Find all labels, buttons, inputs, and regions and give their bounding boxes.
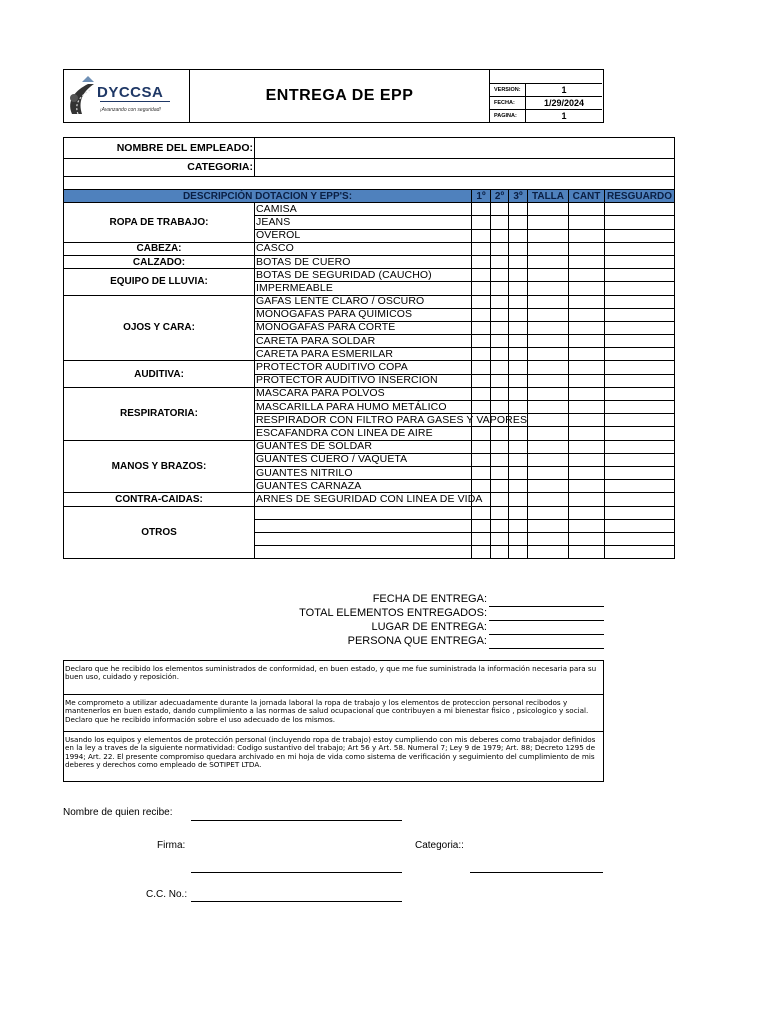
third-check[interactable] bbox=[509, 453, 528, 466]
storage-cell[interactable] bbox=[605, 348, 675, 361]
size-cell[interactable] bbox=[528, 519, 569, 532]
category-cell: CONTRA-CAIDAS: bbox=[64, 493, 255, 506]
total-items-field[interactable] bbox=[489, 620, 604, 621]
quantity-cell[interactable] bbox=[569, 453, 605, 466]
quantity-cell[interactable] bbox=[569, 493, 605, 506]
page-title: ENTREGA DE EPP bbox=[265, 87, 414, 104]
item-description bbox=[255, 506, 472, 519]
table-row bbox=[64, 506, 675, 519]
id-number-field[interactable] bbox=[191, 901, 402, 902]
storage-cell[interactable] bbox=[605, 414, 675, 427]
item-description: CASCO bbox=[255, 242, 472, 255]
storage-cell[interactable] bbox=[605, 295, 675, 308]
first-check[interactable] bbox=[472, 335, 491, 348]
storage-cell[interactable] bbox=[605, 493, 675, 506]
item-description: PROTECTOR AUDITIVO INSERCION bbox=[255, 374, 472, 387]
size-cell[interactable] bbox=[528, 480, 569, 493]
second-check[interactable] bbox=[491, 387, 509, 400]
second-check[interactable] bbox=[491, 203, 509, 216]
size-cell[interactable] bbox=[528, 308, 569, 321]
storage-cell[interactable] bbox=[605, 532, 675, 545]
storage-cell[interactable] bbox=[605, 374, 675, 387]
first-check[interactable] bbox=[472, 348, 491, 361]
meta-date-value: 1/29/2024 bbox=[543, 98, 585, 108]
item-description: JEANS bbox=[255, 216, 472, 229]
storage-cell[interactable] bbox=[605, 480, 675, 493]
col-header-size: TALLA bbox=[528, 190, 569, 203]
second-check[interactable] bbox=[491, 466, 509, 479]
storage-cell[interactable] bbox=[605, 308, 675, 321]
second-check[interactable] bbox=[491, 427, 509, 440]
first-check[interactable] bbox=[472, 282, 491, 295]
second-check[interactable] bbox=[491, 255, 509, 268]
quantity-cell[interactable] bbox=[569, 546, 605, 559]
storage-cell[interactable] bbox=[605, 453, 675, 466]
table-row bbox=[64, 387, 675, 400]
storage-cell[interactable] bbox=[605, 427, 675, 440]
size-cell[interactable] bbox=[528, 427, 569, 440]
item-description: MONOGAFAS PARA QUIMICOS bbox=[255, 308, 472, 321]
category-cell: CABEZA: bbox=[64, 242, 255, 255]
third-check[interactable] bbox=[509, 519, 528, 532]
third-check[interactable] bbox=[509, 387, 528, 400]
storage-cell[interactable] bbox=[605, 361, 675, 374]
size-cell[interactable] bbox=[528, 321, 569, 334]
item-description: RESPIRADOR CON FILTRO PARA GASES Y VAPORES bbox=[256, 413, 528, 426]
delivering-person-field[interactable] bbox=[489, 648, 604, 649]
table-row bbox=[64, 440, 675, 453]
meta-page-label: PAGINA: bbox=[490, 110, 526, 122]
quantity-cell[interactable] bbox=[569, 335, 605, 348]
receiver-name-label: Nombre de quien recibe: bbox=[63, 807, 173, 818]
id-number-label: C.C. No.: bbox=[146, 889, 188, 900]
storage-cell[interactable] bbox=[605, 321, 675, 334]
item-description: ARNES DE SEGURIDAD CON LINEA DE VIDA bbox=[256, 492, 483, 505]
first-check[interactable] bbox=[472, 269, 491, 282]
meta-page-value: 1 bbox=[561, 111, 567, 121]
quantity-cell[interactable] bbox=[569, 506, 605, 519]
col-header-description: DESCRIPCIÓN DOTACION Y EPP'S: bbox=[64, 190, 472, 203]
third-check[interactable] bbox=[509, 308, 528, 321]
quantity-cell[interactable] bbox=[569, 440, 605, 453]
size-cell[interactable] bbox=[528, 242, 569, 255]
delivering-person-label: PERSONA QUE ENTREGA: bbox=[347, 635, 487, 647]
quantity-cell[interactable] bbox=[569, 361, 605, 374]
item-description: CAMISA bbox=[255, 203, 472, 216]
second-check[interactable] bbox=[491, 453, 509, 466]
size-cell[interactable] bbox=[528, 269, 569, 282]
first-check[interactable] bbox=[472, 216, 491, 229]
storage-cell[interactable] bbox=[605, 255, 675, 268]
quantity-cell[interactable] bbox=[569, 203, 605, 216]
category-cell: ROPA DE TRABAJO: bbox=[64, 203, 255, 243]
first-check[interactable] bbox=[472, 453, 491, 466]
employee-name-label: NOMBRE DEL EMPLEADO: bbox=[64, 138, 255, 159]
second-check[interactable] bbox=[491, 242, 509, 255]
col-header-second: 2º bbox=[491, 190, 509, 203]
receiver-category-label: Categoria:: bbox=[415, 840, 464, 851]
logo-text: DYCCSA bbox=[97, 84, 164, 101]
first-check[interactable] bbox=[472, 546, 491, 559]
storage-cell[interactable] bbox=[605, 269, 675, 282]
category-cell: CALZADO: bbox=[64, 255, 255, 268]
quantity-cell[interactable] bbox=[569, 374, 605, 387]
meta-version-label: VERSION: bbox=[490, 84, 526, 96]
quantity-cell[interactable] bbox=[569, 242, 605, 255]
category-cell: RESPIRATORIA: bbox=[64, 387, 255, 440]
second-check[interactable] bbox=[491, 440, 509, 453]
first-check[interactable] bbox=[472, 229, 491, 242]
declarations-box bbox=[63, 660, 604, 782]
item-description: BOTAS DE CUERO bbox=[255, 255, 472, 268]
storage-cell[interactable] bbox=[605, 466, 675, 479]
category-cell: EQUIPO DE LLUVIA: bbox=[64, 269, 255, 295]
quantity-cell[interactable] bbox=[569, 387, 605, 400]
item-description: ESCAFANDRA CON LINEA DE AIRE bbox=[255, 427, 472, 440]
receiver-category-field[interactable] bbox=[470, 872, 603, 873]
table-row bbox=[64, 255, 675, 268]
quantity-cell[interactable] bbox=[569, 519, 605, 532]
first-check[interactable] bbox=[472, 308, 491, 321]
size-cell[interactable] bbox=[528, 295, 569, 308]
size-cell[interactable] bbox=[528, 414, 569, 427]
third-check[interactable] bbox=[509, 374, 528, 387]
table-row bbox=[64, 203, 675, 216]
meta-version-row bbox=[490, 83, 602, 96]
employee-name-row bbox=[64, 138, 675, 159]
second-check[interactable] bbox=[491, 374, 509, 387]
delivery-place-field[interactable] bbox=[489, 634, 604, 635]
quantity-cell[interactable] bbox=[569, 308, 605, 321]
epp-table bbox=[63, 137, 675, 559]
second-check[interactable] bbox=[491, 335, 509, 348]
storage-cell[interactable] bbox=[605, 282, 675, 295]
first-check[interactable] bbox=[472, 532, 491, 545]
first-check[interactable] bbox=[472, 374, 491, 387]
employee-category-label: CATEGORIA: bbox=[64, 159, 255, 177]
storage-cell[interactable] bbox=[605, 229, 675, 242]
quantity-cell[interactable] bbox=[569, 427, 605, 440]
quantity-cell[interactable] bbox=[569, 466, 605, 479]
third-check[interactable] bbox=[509, 255, 528, 268]
first-check[interactable] bbox=[472, 387, 491, 400]
third-check[interactable] bbox=[509, 466, 528, 479]
size-cell[interactable] bbox=[528, 335, 569, 348]
third-check[interactable] bbox=[509, 493, 528, 506]
third-check[interactable] bbox=[509, 282, 528, 295]
col-header-first: 1º bbox=[472, 190, 491, 203]
second-check[interactable] bbox=[491, 269, 509, 282]
col-header-storage: RESGUARDO bbox=[605, 190, 675, 203]
storage-cell[interactable] bbox=[605, 335, 675, 348]
storage-cell[interactable] bbox=[605, 440, 675, 453]
item-description: BOTAS DE SEGURIDAD (CAUCHO) bbox=[255, 269, 472, 282]
table-header-row bbox=[64, 190, 675, 203]
first-check[interactable] bbox=[472, 255, 491, 268]
size-cell[interactable] bbox=[528, 348, 569, 361]
third-check[interactable] bbox=[509, 480, 528, 493]
category-cell: AUDITIVA: bbox=[64, 361, 255, 387]
storage-cell[interactable] bbox=[605, 203, 675, 216]
second-check[interactable] bbox=[491, 493, 509, 506]
size-cell[interactable] bbox=[528, 229, 569, 242]
first-check[interactable] bbox=[472, 401, 491, 414]
size-cell[interactable] bbox=[528, 440, 569, 453]
storage-cell[interactable] bbox=[605, 216, 675, 229]
first-check[interactable] bbox=[472, 321, 491, 334]
quantity-cell[interactable] bbox=[569, 282, 605, 295]
delivery-date-label: FECHA DE ENTREGA: bbox=[372, 593, 487, 605]
third-check[interactable] bbox=[509, 229, 528, 242]
logo-tagline: ¡Avanzando con seguridad! bbox=[100, 107, 161, 113]
third-check[interactable] bbox=[509, 269, 528, 282]
table-row bbox=[64, 269, 675, 282]
item-description: MONOGAFAS PARA CORTE bbox=[255, 321, 472, 334]
spacer-row bbox=[64, 177, 675, 190]
storage-cell[interactable] bbox=[605, 387, 675, 400]
second-check[interactable] bbox=[491, 361, 509, 374]
table-row bbox=[64, 295, 675, 308]
category-cell: OJOS Y CARA: bbox=[64, 295, 255, 361]
size-cell[interactable] bbox=[528, 401, 569, 414]
first-check[interactable] bbox=[472, 427, 491, 440]
employee-name-field[interactable] bbox=[255, 138, 675, 159]
second-check[interactable] bbox=[491, 216, 509, 229]
quantity-cell[interactable] bbox=[569, 216, 605, 229]
item-description: PROTECTOR AUDITIVO COPA bbox=[255, 361, 472, 374]
third-check[interactable] bbox=[509, 506, 528, 519]
quantity-cell[interactable] bbox=[569, 532, 605, 545]
quantity-cell[interactable] bbox=[569, 269, 605, 282]
third-check[interactable] bbox=[509, 242, 528, 255]
size-cell[interactable] bbox=[528, 466, 569, 479]
storage-cell[interactable] bbox=[605, 546, 675, 559]
receiver-name-field[interactable] bbox=[191, 820, 402, 821]
size-cell[interactable] bbox=[528, 361, 569, 374]
second-check[interactable] bbox=[491, 295, 509, 308]
second-check[interactable] bbox=[491, 506, 509, 519]
document-meta bbox=[489, 70, 602, 122]
meta-date-row bbox=[490, 96, 602, 109]
item-description: GUANTES NITRILO bbox=[255, 466, 472, 479]
storage-cell[interactable] bbox=[605, 242, 675, 255]
size-cell[interactable] bbox=[528, 506, 569, 519]
item-description: GAFAS LENTE CLARO / OSCURO bbox=[255, 295, 472, 308]
delivery-date-field[interactable] bbox=[489, 606, 604, 607]
first-check[interactable] bbox=[472, 295, 491, 308]
employee-category-field[interactable] bbox=[255, 159, 675, 177]
storage-cell[interactable] bbox=[605, 506, 675, 519]
table-row bbox=[64, 493, 675, 506]
first-check[interactable] bbox=[472, 361, 491, 374]
third-check[interactable] bbox=[509, 216, 528, 229]
second-check[interactable] bbox=[491, 532, 509, 545]
first-check[interactable] bbox=[472, 466, 491, 479]
second-check[interactable] bbox=[491, 480, 509, 493]
total-items-label: TOTAL ELEMENTOS ENTREGADOS: bbox=[299, 607, 487, 619]
size-cell[interactable] bbox=[528, 387, 569, 400]
item-description: GUANTES CARNAZA bbox=[255, 480, 472, 493]
size-cell[interactable] bbox=[528, 203, 569, 216]
first-check[interactable] bbox=[472, 440, 491, 453]
declaration-paragraph: Declaro que he recibido los elementos suministrados de conformidad, en buen estado, y que me fue suministrada la información necesaria para su buen uso, cuidado y reposición. bbox=[64, 661, 603, 695]
third-check[interactable] bbox=[509, 532, 528, 545]
item-description bbox=[255, 546, 472, 559]
third-check[interactable] bbox=[509, 427, 528, 440]
size-cell[interactable] bbox=[528, 532, 569, 545]
item-description: IMPERMEABLE bbox=[255, 282, 472, 295]
signature-field[interactable] bbox=[191, 872, 402, 873]
item-description bbox=[255, 519, 472, 532]
second-check[interactable] bbox=[491, 546, 509, 559]
item-description: MASCARILLA PARA HUMO METÁLICO bbox=[255, 401, 472, 414]
quantity-cell[interactable] bbox=[569, 255, 605, 268]
size-cell[interactable] bbox=[528, 255, 569, 268]
second-check[interactable] bbox=[491, 348, 509, 361]
first-check[interactable] bbox=[472, 203, 491, 216]
second-check[interactable] bbox=[491, 519, 509, 532]
item-description: CARETA PARA ESMERILAR bbox=[255, 348, 472, 361]
second-check[interactable] bbox=[491, 282, 509, 295]
employee-category-row bbox=[64, 159, 675, 177]
third-check[interactable] bbox=[509, 321, 528, 334]
declaration-paragraph: Usando los equipos y elementos de protección personal (incluyendo ropa de trabajo) estoy cumpliendo con mis deberes como trabajador definidos en la ley a traves de la siguiente normatividad: Codigo sustantivo del trabajo; Art 56 y Art. 58. Numeral 7; Ley 9 de 1979; Art. 88; Decreto 1295 de 1994; Art. 22. El presente compromiso quedara archivado en mi hoja de vida como sistema de verificación y seguimiento del cumplimiento de mis deberes y derechos como empleado de SOTIPET LTDA. bbox=[65, 735, 596, 770]
second-check[interactable] bbox=[491, 229, 509, 242]
size-cell[interactable] bbox=[528, 493, 569, 506]
category-cell: OTROS bbox=[64, 506, 255, 559]
third-check[interactable] bbox=[509, 295, 528, 308]
second-check[interactable] bbox=[491, 308, 509, 321]
table-row bbox=[64, 361, 675, 374]
quantity-cell[interactable] bbox=[569, 480, 605, 493]
meta-date-label: FECHA: bbox=[490, 97, 526, 109]
first-check[interactable] bbox=[472, 480, 491, 493]
category-cell: MANOS Y BRAZOS: bbox=[64, 440, 255, 493]
company-logo bbox=[64, 70, 190, 122]
col-header-quantity: CANT bbox=[569, 190, 605, 203]
meta-version-value: 1 bbox=[561, 85, 567, 95]
quantity-cell[interactable] bbox=[569, 401, 605, 414]
quantity-cell[interactable] bbox=[569, 414, 605, 427]
size-cell[interactable] bbox=[528, 282, 569, 295]
third-check[interactable] bbox=[509, 546, 528, 559]
meta-page-row bbox=[490, 109, 602, 122]
quantity-cell[interactable] bbox=[569, 321, 605, 334]
size-cell[interactable] bbox=[528, 216, 569, 229]
document-header bbox=[63, 69, 604, 123]
quantity-cell[interactable] bbox=[569, 348, 605, 361]
storage-cell[interactable] bbox=[605, 401, 675, 414]
storage-cell[interactable] bbox=[605, 519, 675, 532]
item-description: CARETA PARA SOLDAR bbox=[255, 335, 472, 348]
item-description bbox=[255, 532, 472, 545]
second-check[interactable] bbox=[491, 401, 509, 414]
table-row bbox=[64, 242, 675, 255]
size-cell[interactable] bbox=[528, 374, 569, 387]
quantity-cell[interactable] bbox=[569, 229, 605, 242]
delivery-place-label: LUGAR DE ENTREGA: bbox=[371, 621, 487, 633]
third-check[interactable] bbox=[509, 440, 528, 453]
first-check[interactable] bbox=[472, 506, 491, 519]
declaration-paragraph: Me comprometo a utilizar adecuadamente durante la jornada laboral la ropa de trabajo y los elementos de proteccion personal recibodos y mantenerlos en buen estado, dando cumplimiento a las normas de salud ocupacional que contribuyen a mi bienestar fisico , psicologico y social. Declaro que he recibido información sobre el uso adecuado de los mismos. bbox=[64, 695, 603, 732]
signature-label: Firma: bbox=[157, 840, 186, 851]
third-check[interactable] bbox=[509, 203, 528, 216]
third-check[interactable] bbox=[509, 361, 528, 374]
third-check[interactable] bbox=[509, 335, 528, 348]
quantity-cell[interactable] bbox=[569, 295, 605, 308]
first-check[interactable] bbox=[472, 242, 491, 255]
item-description: OVEROL bbox=[255, 229, 472, 242]
item-description: GUANTES CUERO / VAQUETA bbox=[255, 453, 472, 466]
col-header-third: 3º bbox=[509, 190, 528, 203]
size-cell[interactable] bbox=[528, 453, 569, 466]
first-check[interactable] bbox=[472, 519, 491, 532]
item-description: GUANTES DE SOLDAR bbox=[255, 440, 472, 453]
second-check[interactable] bbox=[491, 321, 509, 334]
size-cell[interactable] bbox=[528, 546, 569, 559]
third-check[interactable] bbox=[509, 401, 528, 414]
third-check[interactable] bbox=[509, 348, 528, 361]
item-description: MASCARA PARA POLVOS bbox=[255, 387, 472, 400]
